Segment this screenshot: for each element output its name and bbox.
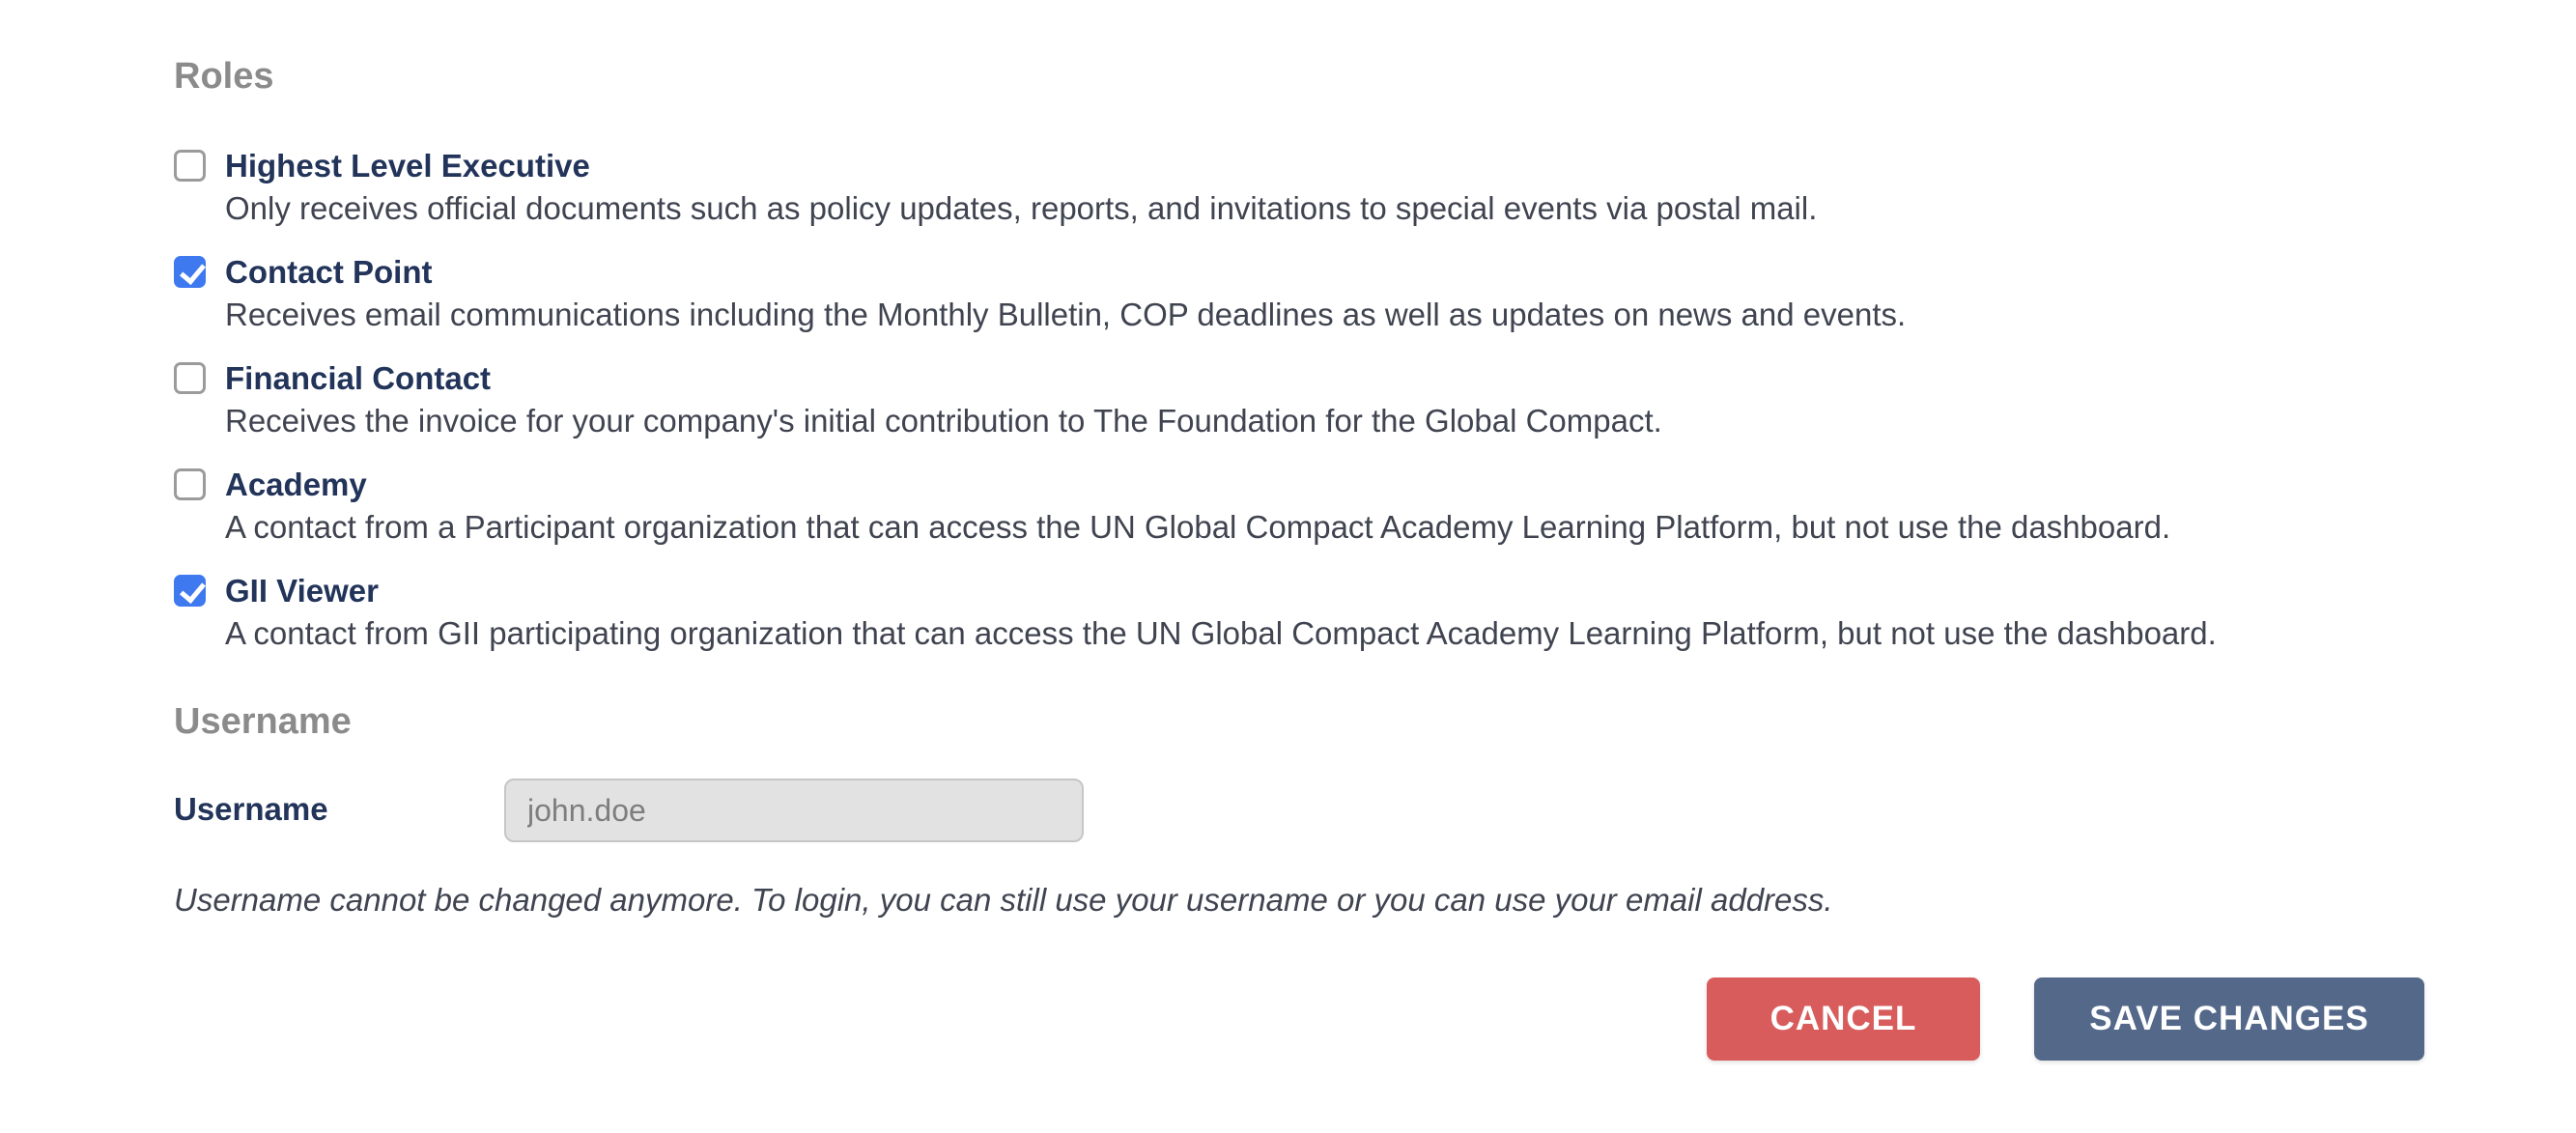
checkbox-financial-contact[interactable]	[174, 362, 206, 394]
username-note: Username cannot be changed anymore. To login, you can still use your username or you can use your email address.	[174, 882, 1833, 918]
role-label: Financial Contact	[225, 360, 492, 396]
cancel-button[interactable]: CANCEL	[1707, 977, 1980, 1061]
role-item-financial-contact	[174, 357, 2424, 442]
role-label: Highest Level Executive	[225, 148, 590, 184]
username-field-label: Username	[174, 791, 328, 827]
role-label: Academy	[225, 467, 367, 502]
roles-section-heading: Roles	[174, 56, 274, 97]
checkbox-academy[interactable]	[174, 468, 206, 500]
role-item-highest-level-executive	[174, 145, 2424, 230]
save-changes-button[interactable]: SAVE CHANGES	[2034, 977, 2424, 1061]
role-description: A contact from a Participant organization that can access the UN Global Compact Academy Learning Platform, but not use the dashboard.	[225, 509, 2171, 545]
username-section-heading: Username	[174, 701, 352, 742]
role-description: Only receives official documents such as policy updates, reports, and invitations to special events via postal mail.	[225, 190, 1818, 226]
role-description: A contact from GII participating organization that can access the UN Global Compact Academy Learning Platform, but not use the dashboard.	[225, 615, 2217, 651]
form-actions	[174, 977, 2424, 1061]
role-item-contact-point	[174, 251, 2424, 336]
role-item-gii-viewer	[174, 570, 2424, 655]
role-description: Receives the invoice for your company's initial contribution to The Foundation for the Global Compact.	[225, 403, 1662, 439]
role-label: Contact Point	[225, 254, 433, 290]
roles-list	[174, 145, 2424, 655]
username-input[interactable]	[504, 779, 1084, 842]
checkbox-gii-viewer[interactable]	[174, 575, 206, 607]
checkbox-contact-point[interactable]	[174, 256, 206, 288]
role-description: Receives email communications including the Monthly Bulletin, COP deadlines as well as updates on news and events.	[225, 297, 1907, 332]
checkbox-highest-level-executive[interactable]	[174, 150, 206, 182]
edit-contact-form	[174, 0, 2424, 1061]
username-field-row	[174, 779, 2424, 842]
role-label: GII Viewer	[225, 573, 379, 609]
role-item-academy	[174, 464, 2424, 549]
